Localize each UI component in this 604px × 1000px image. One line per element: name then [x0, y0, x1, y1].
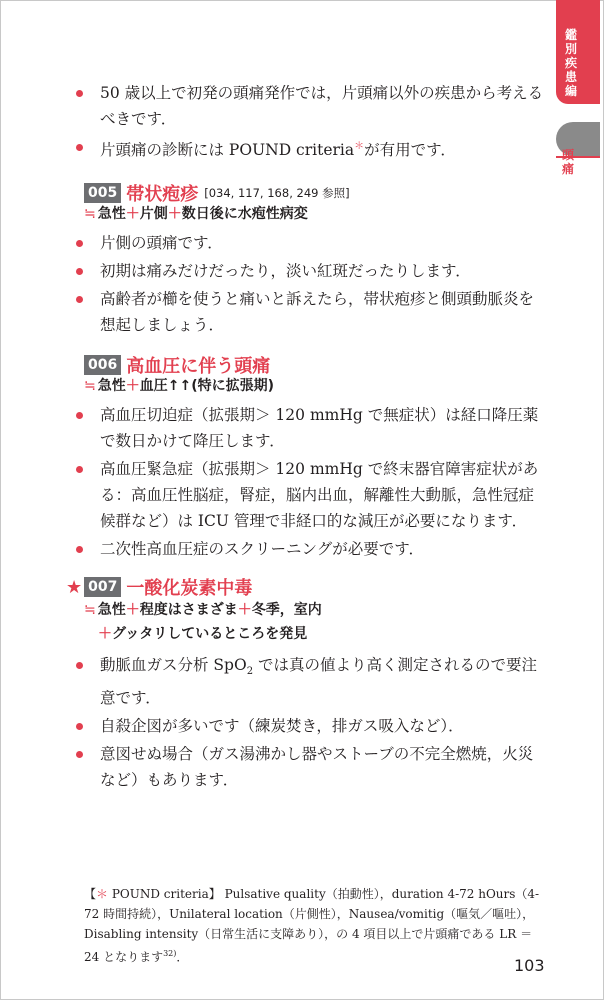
list-item: 二次性高血圧症のスクリーニングが必要です． [74, 536, 544, 562]
footnote: 【＊ POUND criteria】 Pulsative quality（拍動性），duration 4-72 hOurs（4-72 時間持続），Unilateral location（片側性），Nausea/vomitig（嘔気／嘔吐），Disabling intensity（日常生活に支障あり），の 4 項目以上で片頭痛である LR ＝ 24 となります$^{32)}$． [84, 887, 540, 964]
page-number: 103 [514, 956, 545, 975]
section-title: 高血圧に伴う頭痛 [126, 356, 271, 377]
bullet-icon [76, 296, 83, 303]
footnote-marker[interactable]: ＊ [354, 141, 365, 152]
symptom-line: ≒ 急性＋片側＋数日後に水疱性病変 [84, 206, 308, 222]
bullet-icon [76, 723, 83, 730]
approx-icon: ≒ [84, 602, 96, 618]
bullet-icon [76, 144, 83, 151]
side-tab-category-label: 鑑別疾患編 [565, 28, 578, 98]
bullet-icon [76, 466, 83, 473]
intro-bullet-list [74, 80, 544, 165]
section-006-header [84, 352, 270, 378]
list-item: 動脈血ガス分析 SpO$_2$ では真の値より高く測定されるので要注意です． [74, 652, 544, 711]
footnote-star: ＊ [96, 887, 109, 901]
side-tab-chapter-label: 頭痛 [562, 148, 575, 176]
symptom-line: ≒ 急性＋程度はさまざま＋冬季，室内 [84, 602, 322, 618]
section-title: 一酸化炭素中毒 [126, 578, 253, 599]
section-title: 帯状疱疹 [126, 184, 199, 205]
list-item: 片頭痛の診断には POUND criteria＊が有用です． [74, 134, 544, 163]
list-item: 高血圧緊急症（拡張期＞ 120 mmHg で終末器官障害症状がある：高血圧性脳症，腎症，脳内出血，解離性大動脈，急性冠症候群など）は ICU 管理で非経口的な減圧が必要になります． [74, 456, 544, 534]
list-item: 片側の頭痛です． [74, 230, 544, 256]
section-number-badge: 005 [84, 183, 121, 203]
list-item: 意図せぬ場合（ガス湯沸かし器やストーブの不完全燃焼，火災など）もあります． [74, 741, 544, 793]
reference-marker[interactable]: 32) [163, 949, 177, 958]
bullet-icon [76, 662, 83, 669]
section-number-badge: 007 [84, 577, 121, 597]
list-item: 高齢者が櫛を使うと痛いと訴えたら，帯状疱疹と側頭動脈炎を想起しましょう． [74, 286, 544, 338]
section-reference: [034, 117, 168, 249 参照] [204, 186, 350, 200]
bullet-icon [76, 268, 83, 275]
list-item: 高血圧切迫症（拡張期＞ 120 mmHg で無症状）は経口降圧薬で数日かけて降圧します． [74, 402, 544, 454]
bullet-icon [76, 546, 83, 553]
section-007-bullets [74, 652, 544, 795]
bullet-icon [76, 412, 83, 419]
section-005-header [84, 180, 350, 206]
symptom-line: ≒ 急性＋血圧↑↑(特に拡張期) [84, 378, 275, 394]
list-item: 初期は痛みだけだったり，淡い紅斑だったりします． [74, 258, 544, 284]
symptom-line-continued: ＋グッタリしているところを発見 [98, 626, 308, 642]
section-006-bullets [74, 402, 544, 564]
approx-icon: ≒ [84, 378, 96, 394]
list-item: 自殺企図が多いです（練炭焚き，排ガス吸入など）． [74, 713, 544, 739]
section-number-badge: 006 [84, 355, 121, 375]
approx-icon: ≒ [84, 206, 96, 222]
bullet-icon [76, 240, 83, 247]
star-icon: ★ [66, 576, 83, 598]
section-005-bullets [74, 230, 544, 340]
list-item: 50 歳以上で初発の頭痛発作では，片頭痛以外の疾患から考えるべきです． [74, 80, 544, 132]
bullet-icon [76, 751, 83, 758]
bullet-icon [76, 90, 83, 97]
section-007-header [66, 574, 252, 600]
